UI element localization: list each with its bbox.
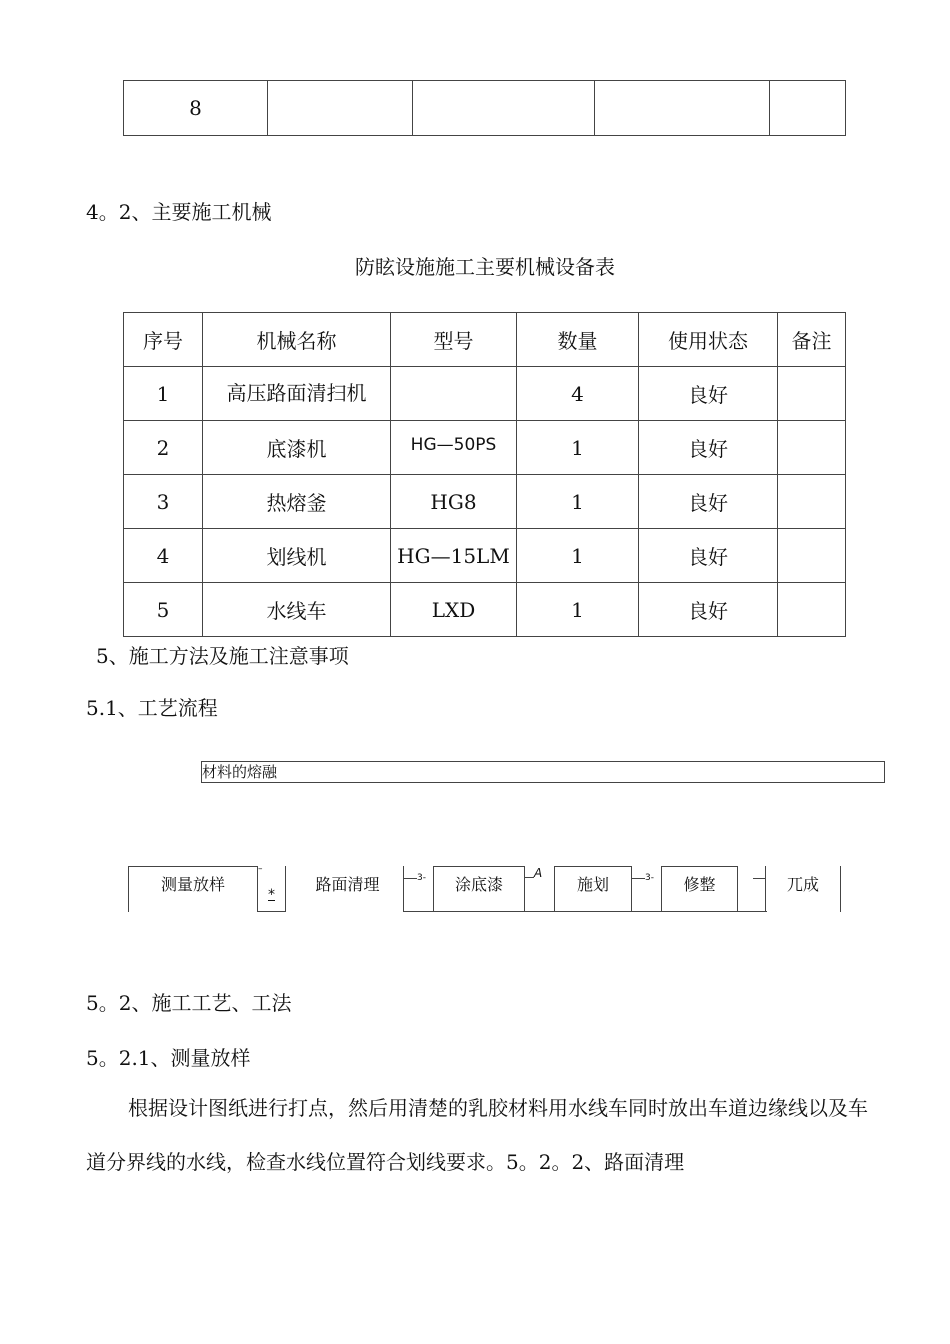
section-heading-4-2: 4。2、主要施工机械 (86, 200, 272, 224)
table-cell: HG—15LM (391, 529, 517, 583)
table-cell: HG8 (391, 475, 517, 529)
table-cell: HG—50PS (391, 421, 517, 475)
flow-line (403, 911, 433, 912)
flow-line (554, 911, 632, 912)
table-cell (770, 81, 846, 136)
table-cell: LXD (391, 583, 517, 637)
flow-line (554, 866, 632, 867)
table-cell (778, 367, 846, 421)
table-row (124, 529, 846, 583)
flow-line (631, 878, 645, 879)
table-cell: 4 (517, 367, 639, 421)
table-cell: 1 (124, 367, 203, 421)
flow-line (403, 878, 417, 879)
flow-line (285, 866, 286, 912)
flow-line (403, 866, 404, 912)
table-cell: 1 (517, 583, 639, 637)
table-cell: 8 (124, 81, 268, 136)
table-caption: 防眩设施施工主要机械设备表 (355, 255, 615, 279)
flow-mark: * (268, 887, 275, 903)
flow-line (661, 866, 738, 867)
table-cell: 热熔釜 (203, 475, 391, 529)
table-cell (391, 367, 517, 421)
table-cell: 划线机 (203, 529, 391, 583)
table-row (124, 81, 846, 136)
top-table (123, 80, 846, 136)
section-heading-5-2-1: 5。2.1、测量放样 (86, 1046, 251, 1070)
table-cell: 底漆机 (203, 421, 391, 475)
table-row (124, 475, 846, 529)
table-cell: 1 (517, 475, 639, 529)
table-cell: 5 (124, 583, 203, 637)
table-cell: 2 (124, 421, 203, 475)
flow-top-box-label: 材料的熔融 (202, 763, 278, 781)
flow-line (631, 911, 661, 912)
flow-step-survey: 测量放样 (160, 875, 225, 894)
header-cell: 数量 (517, 313, 639, 367)
flow-line (433, 866, 525, 867)
section-heading-5: 5、施工方法及施工注意事项 (96, 644, 349, 668)
flow-line (661, 911, 767, 912)
table-cell: 水线车 (203, 583, 391, 637)
table-row (124, 421, 846, 475)
table-cell (595, 81, 770, 136)
table-cell (413, 81, 595, 136)
table-cell: 良好 (639, 421, 778, 475)
table-cell: 良好 (639, 529, 778, 583)
header-cell: 备注 (778, 313, 846, 367)
flow-mark: 3- (645, 873, 654, 883)
table-cell: 1 (517, 529, 639, 583)
flow-line (257, 911, 286, 912)
flow-step-cleaning: 路面清理 (315, 875, 380, 894)
header-cell: 机械名称 (203, 313, 391, 367)
table-cell: 高压路面清扫机 (203, 367, 391, 421)
flow-line (128, 866, 258, 867)
table-cell (778, 583, 846, 637)
flow-mark: – (258, 864, 263, 874)
table-cell: 3 (124, 475, 203, 529)
table-header-row (124, 313, 846, 367)
flow-line (524, 877, 534, 878)
table-cell: 1 (517, 421, 639, 475)
table-cell (778, 421, 846, 475)
flow-step-primer: 涂底漆 (454, 875, 503, 894)
flow-mark: 3- (417, 873, 426, 883)
flow-step-marking: 施划 (576, 875, 609, 894)
table-cell: 良好 (639, 367, 778, 421)
table-cell: 良好 (639, 475, 778, 529)
flow-top-box (201, 761, 885, 783)
section-heading-5-1: 5.1、工艺流程 (86, 696, 218, 720)
header-cell: 序号 (124, 313, 203, 367)
table-cell (268, 81, 413, 136)
section-heading-5-2: 5。2、施工工艺、工法 (86, 991, 292, 1015)
flow-step-trim: 修整 (683, 875, 716, 894)
header-cell: 使用状态 (639, 313, 778, 367)
body-paragraph: 根据设计图纸进行打点，然后用清楚的乳胶材料用水线车同时放出车道边缘线以及车道分界线的水线，检查水线位置符合划线要求。5。2。2、路面清理 (86, 1096, 868, 1174)
table-cell (778, 529, 846, 583)
flow-line (433, 911, 525, 912)
table-row (124, 583, 846, 637)
flow-step-complete: 兀成 (786, 875, 819, 894)
flow-line (753, 878, 765, 879)
flow-line (524, 911, 554, 912)
table-row (124, 367, 846, 421)
header-cell: 型号 (391, 313, 517, 367)
flow-line (840, 866, 841, 912)
machine-table (123, 312, 846, 637)
table-cell: 4 (124, 529, 203, 583)
table-cell (778, 475, 846, 529)
table-cell: 良好 (639, 583, 778, 637)
flow-mark: A (534, 866, 543, 880)
